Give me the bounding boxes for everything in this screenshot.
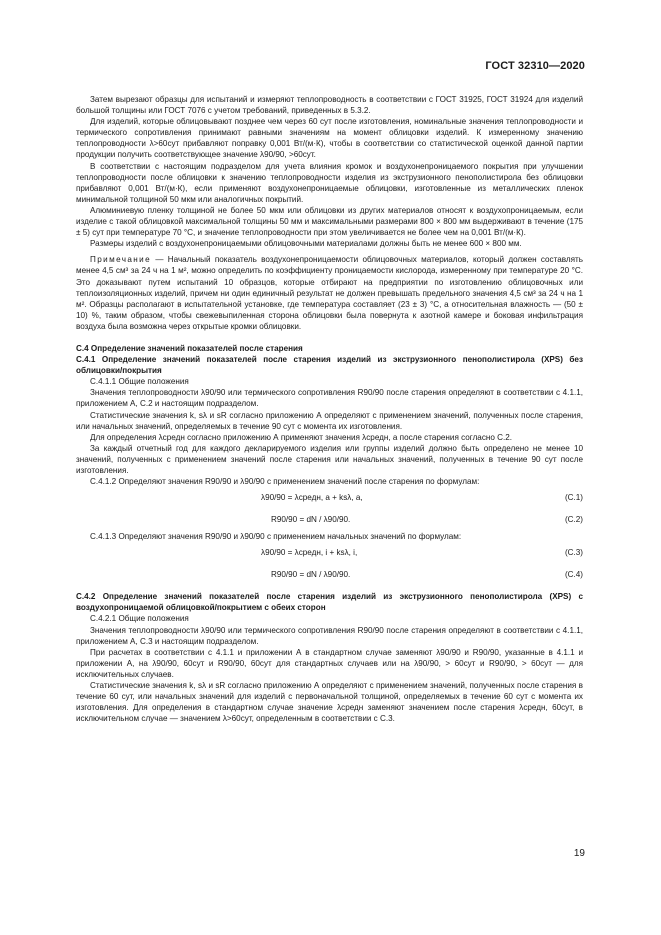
note [76,254,583,332]
standard-number: ГОСТ 32310—2020 [485,60,585,72]
note-label: Примечание [90,255,152,265]
subsection-heading-c411: С.4.1.1 Общие положения [90,377,189,387]
formula-number: (С.1) [564,493,583,503]
paragraph: Статистические значения k, sλ и sR согласно приложению А определяют с применением значений, полученных после старения, или начальных значений, определяемых в течение 90 сут с момента их изготовления. [76,410,583,431]
paragraph: Затем вырезают образцы для испытаний и измеряют теплопроводность в соответствии с ГОСТ 31925, ГОСТ 31924 для изделий большой толщины или ГОСТ 7076 с учетом требований, приведенных в 5.3.2. [76,95,583,116]
formula-number: (С.2) [564,515,583,525]
subsection-heading-c421: С.4.2.1 Общие положения [90,614,189,624]
paragraph: За каждый отчетный год для каждого декларируемого изделия или группы изделий должно быть определено не менее 10 значений, полученных с применением значений после старения или начальных значений, полученных в течение 90 сут после изготовления. [76,443,583,475]
paragraph: Алюминиевую пленку толщиной не более 50 мкм или облицовки из других материалов относят к воздухопроницаемым, если изделие с такой облицовкой максимальной толщины 50 мм и максимальными размерами 800 × 800 мм выдерживают в течение (175 ± 5) сут при температуре 70 °С, и значение теплопроводности при этом увеличивается не более чем на 0,001 Вт/(м·К). [76,205,583,238]
paragraph: Значения теплопроводности λ90/90 или термического сопротивления R90/90 после старения определяют в соответствии с 4.1.1, приложением А, С.3 и настоящим подразделом. [76,625,583,646]
section-heading-c42: С.4.2 Определение значений показателей после старения изделий из экструзионного пенополистирола (XPS) с воздухопроницаемой облицовкой/покрытием с обеих сторон [76,592,583,613]
paragraph: С.4.1.3 Определяют значения R90/90 и λ90/90 с применением начальных значений по формулам: [90,532,462,542]
paragraph: Статистические значения k, sλ и sR согласно приложению А определяют с применением значений, полученных после старения в течение 60 сут, или начальных значений для изделий с первоначальной толщиной, определяемых в течение 60 сут с момента их изготовления. Для определения в стандартном случае значение λсредн заменяют значением после старения λсредн, 60сут, в исключительном случае — значением λ>60сут, определенным в соответствии с С.3. [76,681,583,724]
paragraph: Значения теплопроводности λ90/90 или термического сопротивления R90/90 после старения определяют в соответствии с 4.1.1, приложением А, С.2 и настоящим подразделом. [76,388,583,409]
section-heading-c41: С.4.1 Определение значений показателей после старения изделий из экструзионного пенополистирола (XPS) без облицовки/покрытия [76,355,583,376]
section-heading-c4: С.4 Определение значений показателей после старения [76,343,303,353]
formula-c3 [76,542,583,564]
paragraph: Для изделий, которые облицовывают позднее чем через 60 сут после изготовления, номинальные значения теплопроводности и термического сопротивления принимают равными значениям на момент облицовки изделий. К измеренному значению теплопроводности λ>60сут прибавляют поправку 0,001 Вт/(м·К), чтобы в соответствии со статистической оценкой данной партии продукции получить соответствующее значение λ90/90, >60сут. [76,117,583,160]
paragraph: При расчетах в соответствии с 4.1.1 и приложении А в стандартном случае заменяют λ90/90 и R90/90, указанные в 4.1.1 и приложении А, на λ90/90, 60сут и R90/90, 60сут для стандартных случаев или на λ90/90, > 60сут и R90/90, > 60сут — для исключительных случаев. [76,647,583,679]
formula-expression: λ90/90 = λсредн, i + ksλ, i, [261,548,358,558]
formula-c1 [76,487,583,509]
formula-number: (С.3) [564,548,583,558]
paragraph: Размеры изделий с воздухонепроницаемыми облицовочными материалами должны быть не менее 600 × 800 мм. [90,239,522,249]
formula-expression: R90/90 = dN / λ90/90. [271,570,351,580]
note-text: — Начальный показатель воздухонепроницаемости облицовочных материалов, который должен составлять менее 4,5 см³ за 24 ч на 1 м², можно определить по коэффициенту проницаемости кислорода, измеренному при температуре 20 °С. Это доказывают путем испытаний 10 образцов, которые отбирают на предприятии по изготовлению облицовочных или теплоизоляционных изделий, причем ни один единичный результат не должен превышать предельного значения 4,5 см³ за 24 ч на 1 м². Образцы располагают в испытательной установке, где температура составляет (23 ± 3) °С, а относительная влажность — (50 ± 10) %, таким образом, чтобы свежевыпиленная сторона облицовки была повернута к азотной камере и боковая инфильтрация воздуха была возможна через открытые кромки облицовки. [76,255,583,331]
document-body [76,94,583,724]
formula-expression: R90/90 = dN / λ90/90. [271,515,351,525]
formula-c2 [76,509,583,531]
formula-c4 [76,564,583,586]
page-number: 19 [573,848,585,859]
formula-expression: λ90/90 = λсредн, a + ksλ, a, [261,493,363,503]
paragraph: В соответствии с настоящим подразделом для учета влияния кромок и воздухонепроницаемого покрытия при улучшении теплопроводности после облицовки к значению теплопроводности изделия из экструзионного пенополистирола без облицовки прибавляют 0,001 Вт/(м·К), если применяют воздухонепроницаемые облицовки, изготовленные из металлических пленок минимальной толщиной 50 мкм или аналогичных покрытий. [76,161,583,204]
paragraph: Для определения λсредн согласно приложению А применяют значения λсредн, a после старения согласно С.2. [90,432,513,442]
formula-number: (С.4) [564,570,583,580]
paragraph: С.4.1.2 Определяют значения R90/90 и λ90/90 с применением значений после старения по формулам: [90,477,480,487]
